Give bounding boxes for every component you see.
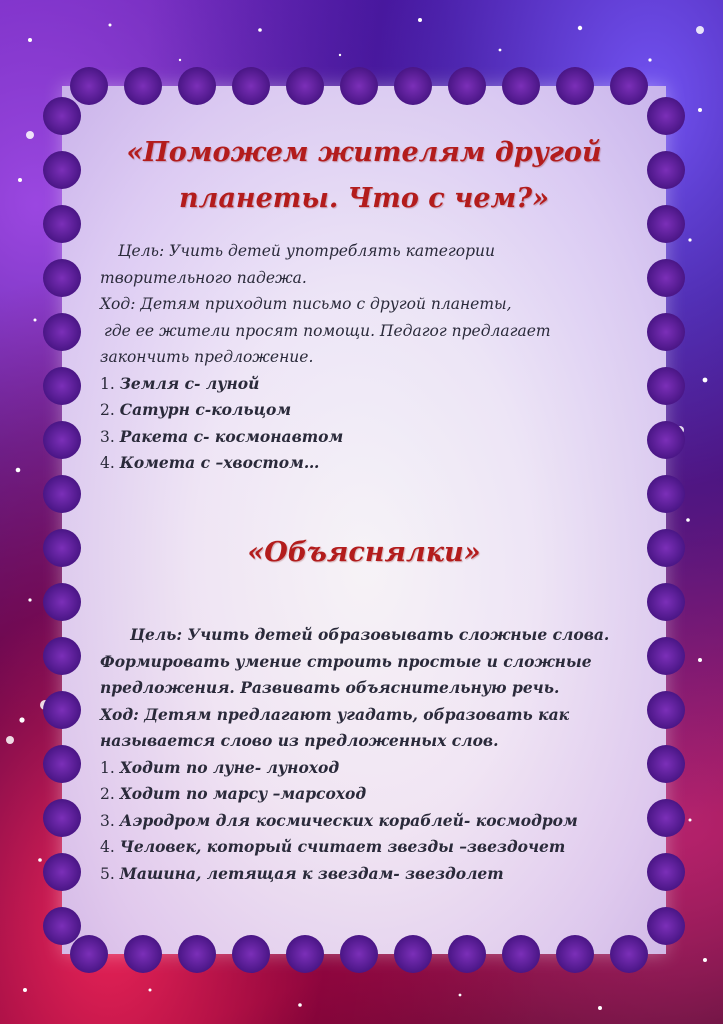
list-number: 4. bbox=[100, 838, 115, 856]
section1-course-line3: закончить предложение. bbox=[100, 348, 314, 366]
section2-goal-line2: Формировать умение строить простые и сложные bbox=[100, 651, 592, 671]
section2-goal-line1: Цель: Учить детей образовывать сложные слова. bbox=[130, 625, 610, 644]
section1-title-line1: «Поможем жителям другой bbox=[126, 137, 602, 168]
list-text: Ракета с- космонавтом bbox=[119, 426, 344, 446]
list-text: Аэродром для космических кораблей- космодром bbox=[119, 810, 578, 830]
list-number: 5. bbox=[100, 864, 115, 883]
section1-list-item bbox=[100, 397, 620, 424]
section1-course-line1: Ход: Детям приходит письмо с другой планеты, bbox=[100, 295, 512, 313]
section2-body bbox=[100, 622, 620, 887]
list-text: Машина, летящая к звездам- звездолет bbox=[119, 863, 504, 883]
section2-title: «Объяснялки» bbox=[247, 537, 481, 568]
section1-course-line2: где ее жители просят помощи. Педагог предлагает bbox=[104, 321, 551, 340]
section2-list-item bbox=[100, 808, 620, 835]
section1-goal-line2: творительного падежа. bbox=[100, 268, 307, 287]
content-area bbox=[62, 86, 666, 954]
list-number: 4. bbox=[100, 454, 115, 472]
list-text: Сатурн с-кольцом bbox=[119, 400, 292, 419]
list-number: 3. bbox=[100, 811, 115, 830]
section1-list-item bbox=[100, 371, 620, 398]
section1-list-item bbox=[100, 424, 620, 451]
list-number: 2. bbox=[100, 401, 115, 419]
section2-list-item bbox=[100, 861, 620, 888]
list-number: 1. bbox=[100, 758, 115, 777]
list-number: 1. bbox=[100, 374, 115, 393]
list-text: Человек, который считает звезды –звездочет bbox=[119, 837, 566, 856]
section2-goal-line3: предложения. Развивать объяснительную речь. bbox=[100, 678, 560, 697]
list-number: 2. bbox=[100, 785, 115, 803]
list-text: Ходит по луне- луноход bbox=[119, 757, 340, 777]
list-text: Комета с –хвостом… bbox=[119, 453, 320, 472]
section2-list-item bbox=[100, 755, 620, 782]
list-text: Ходит по марсу –марсоход bbox=[119, 784, 367, 803]
section1-body bbox=[100, 238, 620, 477]
section2-course-line1: Ход: Детям предлагают угадать, образовать как bbox=[100, 704, 570, 724]
section1-list-item bbox=[100, 450, 620, 477]
section2-list-item bbox=[100, 834, 620, 861]
section1-title-line2: планеты. Что с чем?» bbox=[179, 183, 549, 214]
section2-list-item bbox=[100, 781, 620, 808]
list-text: Земля с- луной bbox=[119, 373, 260, 393]
section2-course-line2: называется слово из предложенных слов. bbox=[100, 731, 499, 750]
section1-goal-line1: Цель: Учить детей употреблять категории bbox=[118, 242, 495, 260]
list-number: 3. bbox=[100, 427, 115, 446]
